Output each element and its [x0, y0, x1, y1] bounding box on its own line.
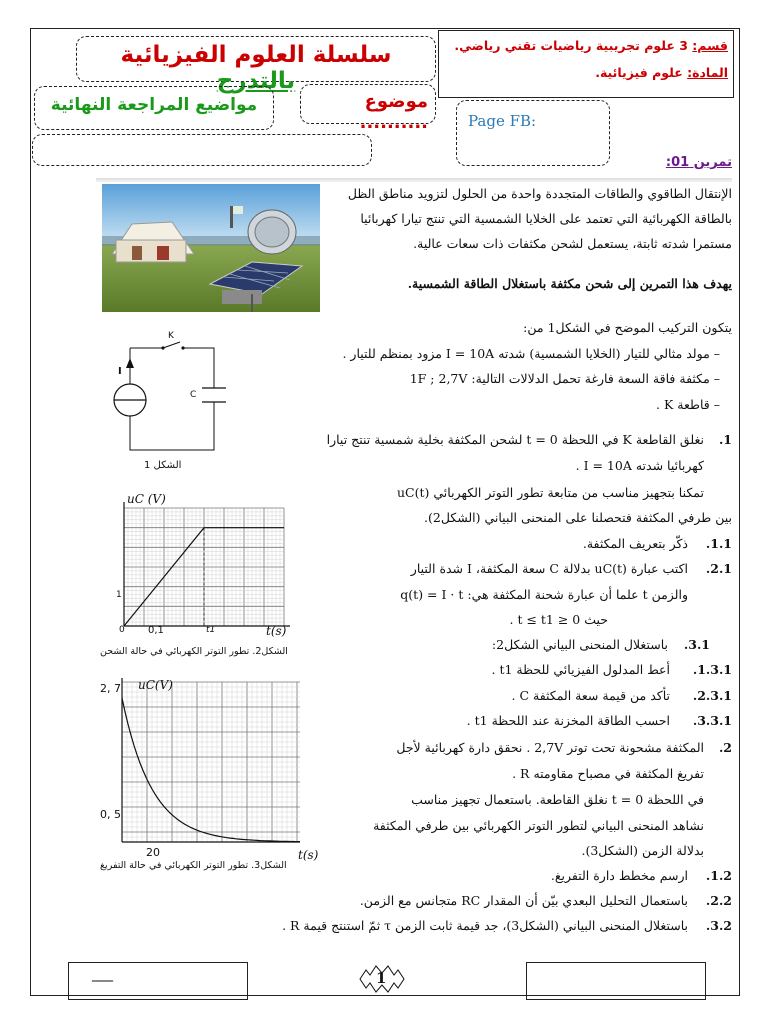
num-q1: 1.: [718, 432, 732, 447]
intro-line-1: الإنتقال الطاقوي والطاقات المتجددة واحدة من الحلول لتزويد مناطق الظل: [347, 186, 732, 201]
figure3-y-tick-top: 2, 7: [100, 682, 121, 695]
item-switch: – قاطعة K .: [656, 397, 720, 412]
figure3-y-tick-mid: 0, 5: [100, 808, 121, 821]
figure1-caption: الشكل 1: [144, 460, 182, 471]
footer-left-dash: ___: [92, 966, 113, 982]
figure3-caption: الشكل3. تطور التوتر الكهربائي في حالة التفريغ: [100, 860, 287, 871]
num-q21: 2.1.: [705, 561, 732, 576]
q1-line-d: بين طرفي المكثفة فتحصلنا على المنحنى البياني (الشكل2).: [424, 510, 732, 525]
num-q12: 1.2.: [705, 868, 732, 883]
q32-text: باستغلال المنحنى البياني (الشكل3)، جد قيمة ثابت الزمن τ ثمّ استنتج قيمة R .: [282, 918, 688, 933]
figure3-x-tick: 20: [146, 846, 160, 859]
figure1-circuit: [108, 328, 238, 468]
solar-panel-photo: [102, 184, 320, 312]
q2-line-e: بدلالة الزمن (الشكل3).: [581, 843, 704, 858]
intro-line-2: بالطاقة الكهربائية التي تعتمد على الخلايا الشمسية التي تنتج تيارا كهربائيا: [360, 211, 732, 226]
intro-line-3: مستمرا شدته ثابتة، يستعمل لشحن مكثفات ذات سعات عالية.: [413, 236, 732, 251]
page-number-badge: [356, 964, 408, 994]
q331-text: احسب الطاقة المخزنة عند اللحظة t1 .: [466, 713, 670, 728]
q131-text: أعط المدلول الفيزيائي للحظة t1 .: [491, 662, 670, 677]
q21-line-c: حيث 0 ≤ t ≤ t1 .: [509, 612, 608, 627]
exercise-title: تمرين 01:: [665, 155, 732, 170]
q11-text: ذكّر بتعريف المكثفة.: [582, 536, 688, 551]
figure2-chart: [100, 490, 300, 638]
footer-right-box: [526, 962, 706, 1000]
page-number: 1: [376, 969, 387, 987]
figure3-xlabel: t(s): [298, 848, 319, 862]
num-q131: 1.3.1.: [692, 662, 732, 677]
subject-line: [595, 65, 728, 80]
num-q231: 2.3.1.: [692, 688, 732, 703]
figure2-caption: الشكل2. تطور التوتر الكهربائي في حالة الشحن: [100, 646, 288, 657]
page-fb-box: [456, 100, 610, 166]
item-capacitor: – مكثفة فاقة السعة فارغة تحمل الدلالات التالية: 1F ; 2,7V: [409, 371, 720, 386]
q231-text: تأكد من قيمة سعة المكثفة C .: [511, 688, 670, 703]
q21-line-b: والزمن t علما أن عبارة شحنة المكثفة هي: q(t) = I · t: [400, 587, 688, 602]
figure2-ylabel: uC (V): [127, 492, 166, 506]
q2-line-c: في اللحظة t = 0 نغلق القاطعة. باستعمال تجهيز مناسب: [411, 792, 704, 807]
review-label: مواضيع المراجعة النهائية: [50, 95, 258, 115]
class-line: [454, 38, 728, 53]
q2-line-a: المكثفة مشحونة تحت توتر 2,7V . نحقق دارة كهربائية لأجل: [396, 740, 704, 755]
page-fb-label: Page FB:: [468, 112, 537, 130]
q1-line-a: نغلق القاطعة K في اللحظة t = 0 لشحن المكثفة بخلية شمسية تنتج تيارا: [326, 432, 704, 447]
q2-line-b: تفريغ المكثفة في مصباح مقاومته R .: [512, 766, 704, 781]
num-q2: 2.: [718, 740, 732, 755]
i-label: I: [118, 366, 122, 377]
title-divider: [96, 178, 732, 182]
num-q31: 3.1.: [683, 637, 710, 652]
figure2-x-tick-1: 0,1: [148, 625, 164, 636]
subject-label: المادة:: [687, 65, 728, 80]
item-generator: – مولد مثالي للتيار (الخلايا الشمسية) شدته I = 10A مزود بمنظم للتيار .: [342, 346, 720, 361]
figure2-x-tick-0: 0: [119, 625, 125, 635]
q1-line-c: تمكنا بتجهيز مناسب من متابعة تطور التوتر الكهربائي uC(t): [397, 485, 704, 500]
series-title-b: بالتدرج: [216, 68, 296, 94]
series-title-a: سلسلة العلوم الفيزيائية: [120, 42, 392, 68]
class-label: قسم:: [692, 38, 728, 53]
figure3-chart: [100, 672, 300, 860]
figure3-series-line: [122, 698, 300, 842]
figure2-y-tick: 1: [116, 590, 122, 600]
c-label: C: [190, 390, 197, 400]
figure3-ylabel: uC(V): [138, 678, 173, 692]
figure2-x-tick-t1: t1: [206, 625, 216, 635]
q1-line-b: كهربائيا شدته I = 10A .: [575, 458, 704, 473]
num-q331: 3.3.1.: [692, 713, 732, 728]
figure2-xlabel: t(s): [266, 624, 287, 638]
k-label: K: [168, 331, 174, 341]
exercise-goal: يهدف هذا التمرين إلى شحن مكثفة باستغلال الطاقة الشمسية.: [407, 276, 732, 291]
blank-box: [32, 134, 372, 166]
q22-text: باستعمال التحليل البعدي بيّن أن المقدار RC متجانس مع الزمن.: [359, 893, 688, 908]
subject-value: علوم فيزيائية.: [595, 65, 683, 80]
q12-text: ارسم مخطط دارة التفريغ.: [550, 868, 688, 883]
topic-label: موضوع ..........: [359, 91, 428, 133]
setup-line: يتكون التركيب الموضح في الشكل1 من:: [523, 320, 732, 335]
q21-line-a: اكتب عبارة uC(t) بدلالة C سعة المكثفة، I شدة التيار: [410, 561, 688, 576]
num-q32: 3.2.: [705, 918, 732, 933]
q2-line-d: نشاهد المنحنى البياني لتطور التوتر الكهربائي بين طرفي المكثفة: [373, 818, 704, 833]
class-value: 3 علوم تجريبية رياضيات تقني رياضي.: [454, 38, 688, 53]
num-q11: 1.1.: [705, 536, 732, 551]
num-q22: 2.2.: [705, 893, 732, 908]
q31-text: باستغلال المنحنى البياني الشكل2:: [491, 637, 668, 652]
